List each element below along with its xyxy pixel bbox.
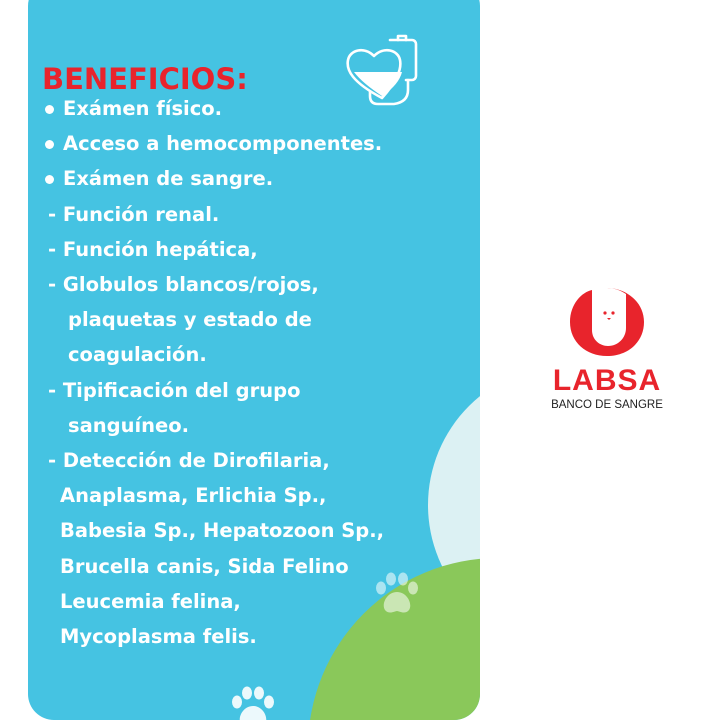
list-item-text: Exámen de sangre.: [63, 167, 274, 191]
bullet-icon: [45, 175, 54, 184]
page-title: BENEFICIOS:: [42, 62, 248, 96]
bullet-icon: [45, 105, 54, 114]
list-item: [40, 126, 460, 161]
list-item: sanguíneo.: [68, 413, 190, 437]
list-item: plaquetas y estado de: [68, 308, 312, 332]
benefits-list: [40, 91, 460, 654]
list-item-text: Exámen físico.: [63, 97, 223, 120]
list-item: Mycoplasma felis.: [60, 625, 257, 649]
list-item: Anaplasma, Erlichia Sp.,: [60, 484, 327, 508]
list-item: Babesia Sp., Hepatozoon Sp.,: [60, 519, 385, 543]
list-item: [40, 161, 460, 196]
cat-dog-drop-logo-icon: [568, 286, 646, 358]
list-item: coagulación.: [68, 343, 207, 367]
paw-print-icon: [229, 686, 277, 720]
list-item: - Detección de Dirofilaria,: [48, 449, 330, 473]
brand-name: LABSA: [552, 364, 662, 397]
list-item: - Función renal.: [48, 202, 220, 226]
bullet-icon: [45, 140, 54, 149]
list-item: - Tipificación del grupo: [48, 378, 301, 402]
brand-logo: [548, 286, 666, 426]
list-item: - Función hepática,: [48, 237, 258, 261]
list-item-text: Acceso a hemocomponentes.: [63, 132, 383, 156]
list-item: - Globulos blancos/rojos,: [48, 273, 319, 297]
list-item: Brucella canis, Sida Felino: [60, 554, 349, 578]
list-item: Leucemia felina,: [60, 589, 241, 613]
brand-tagline: BANCO DE SANGRE: [551, 399, 663, 411]
list-item: [40, 91, 460, 126]
paw-print-icon: [373, 572, 421, 616]
